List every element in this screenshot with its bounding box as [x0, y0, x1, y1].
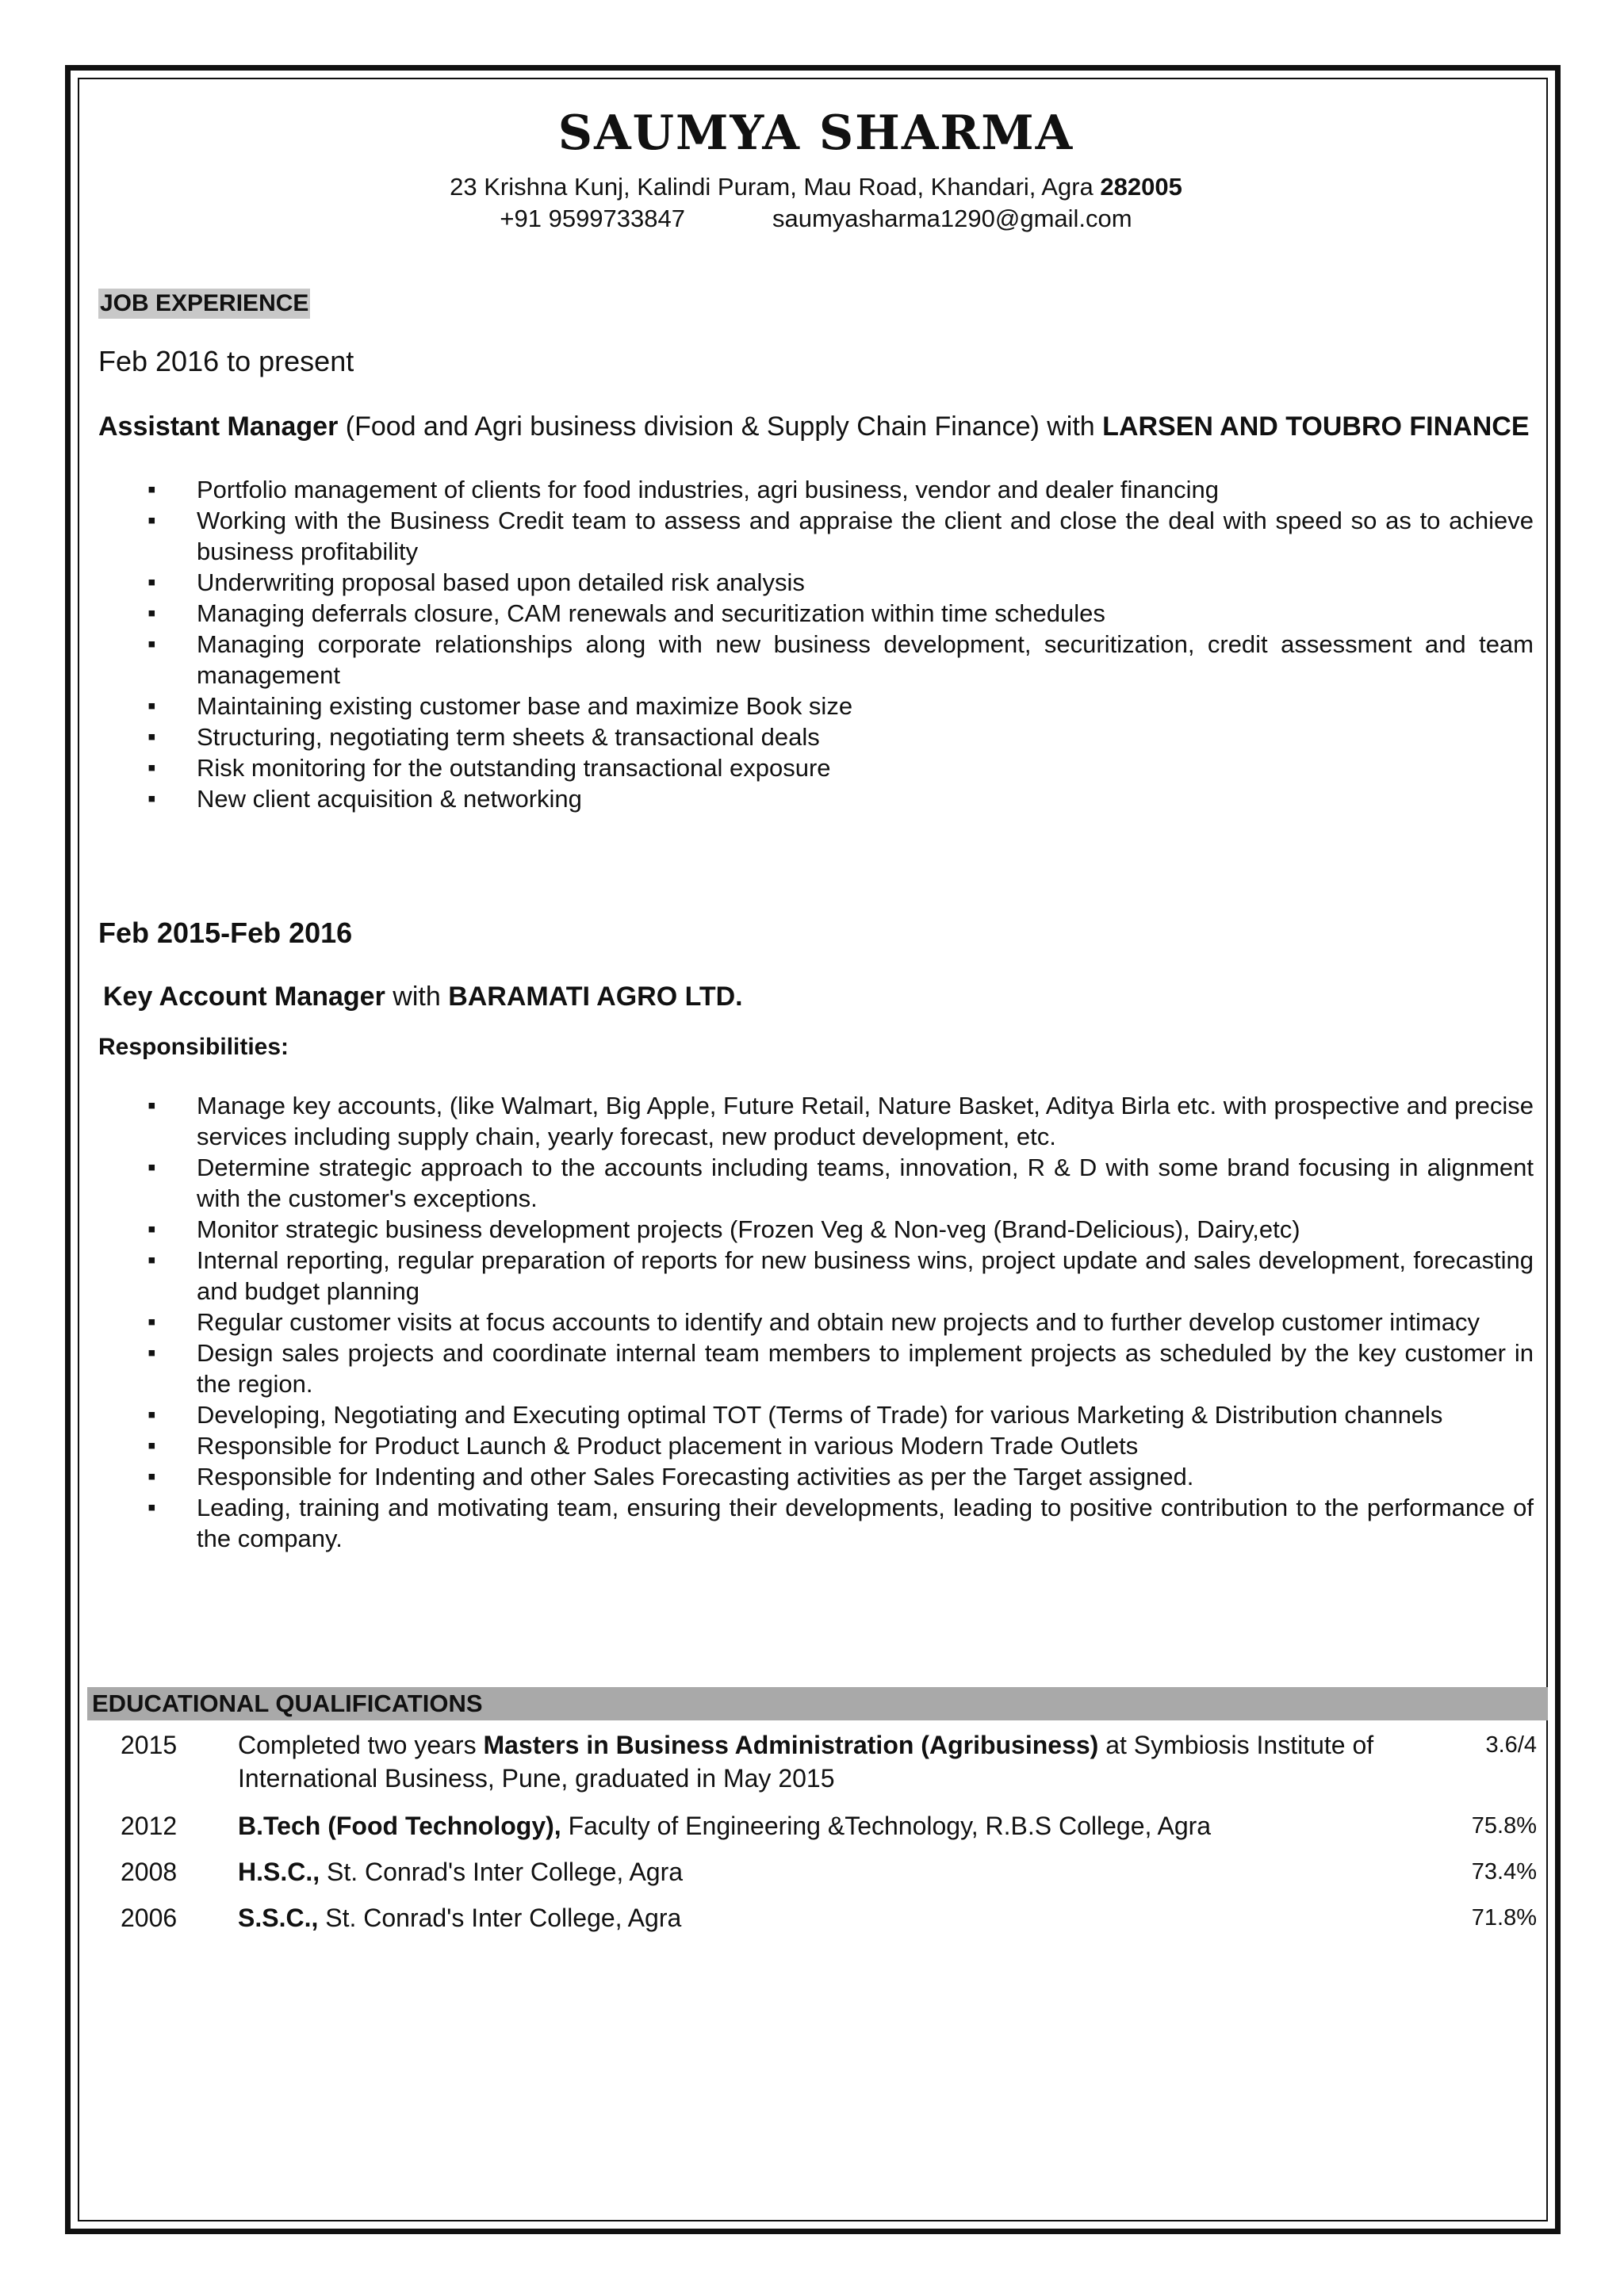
education-post: St. Conrad's Inter College, Agra [320, 1858, 684, 1886]
list-item: ▪ Internal reporting, regular preparation of reports for new business wins, project update and sales development, forecasting and budget planning [98, 1245, 1534, 1307]
list-item: ▪ Monitor strategic business development projects (Frozen Veg & Non-veg (Brand-Delicious), Dairy,etc) [98, 1214, 1534, 1245]
education-row [98, 1901, 1537, 1934]
job2-role [98, 979, 1534, 1014]
education-score: 3.6/4 [1485, 1732, 1537, 1758]
responsibilities-label: Responsibilities: [98, 1034, 289, 1060]
education-post: Faculty of Engineering &Technology, R.B.S College, Agra [561, 1812, 1212, 1840]
list-item: ▪ Working with the Business Credit team to assess and appraise the client and close the deal with speed so as to achieve business profitability [98, 505, 1534, 567]
list-item: ▪ Risk monitoring for the outstanding transactional exposure [98, 752, 1534, 783]
job-experience-heading: JOB EXPERIENCE [98, 289, 310, 319]
education-degree: H.S.C., [238, 1858, 320, 1886]
job1-title: Assistant Manager [98, 411, 339, 442]
job2-with: with [385, 982, 449, 1012]
education-year: 2006 [121, 1904, 178, 1932]
education-degree: B.Tech (Food Technology), [238, 1812, 561, 1840]
education-text [238, 1855, 1415, 1888]
list-item: ▪ Managing deferrals closure, CAM renewals and securitization within time schedules [98, 598, 1534, 629]
education-degree: Masters in Business Administration (Agribusiness) [483, 1731, 1099, 1759]
list-item: ▪ Regular customer visits at focus accounts to identify and obtain new projects and to further develop customer intimacy [98, 1307, 1534, 1337]
job1-company: LARSEN AND TOUBRO FINANCE [1102, 411, 1530, 442]
list-item: ▪ Design sales projects and coordinate internal team members to implement projects as scheduled by the key customer in the region. [98, 1337, 1534, 1399]
list-item: ▪ New client acquisition & networking [98, 783, 1534, 814]
education-year: 2008 [121, 1858, 178, 1886]
address-line [98, 171, 1534, 203]
pincode: 282005 [1100, 173, 1182, 201]
education-year: 2012 [121, 1812, 178, 1840]
job2-title: Key Account Manager [103, 982, 385, 1012]
education-year: 2015 [121, 1731, 178, 1759]
phone: +91 9599733847 [500, 205, 685, 232]
education-text [238, 1809, 1415, 1843]
list-item: ▪ Developing, Negotiating and Executing optimal TOT (Terms of Trade) for various Marketing & Distribution channels [98, 1399, 1534, 1430]
job2-bullets [98, 1090, 1534, 1554]
list-item: ▪ Responsible for Product Launch & Product placement in various Modern Trade Outlets [98, 1430, 1534, 1461]
job2-company: BARAMATI AGRO LTD. [448, 982, 743, 1012]
education-row [98, 1809, 1537, 1843]
list-item: ▪ Manage key accounts, (like Walmart, Big Apple, Future Retail, Nature Basket, Aditya Birla etc. with prospective and precise services including supply chain, yearly forecast, new product development, etc. [98, 1090, 1534, 1152]
list-item: ▪ Leading, training and motivating team, ensuring their developments, leading to positive contribution to the performance of the company. [98, 1492, 1534, 1554]
job1-role [98, 409, 1534, 444]
education-row [98, 1855, 1537, 1888]
resume-page [92, 95, 1537, 1934]
list-item: ▪ Structuring, negotiating term sheets & transactional deals [98, 721, 1534, 752]
education-score: 73.4% [1471, 1859, 1537, 1885]
email: saumyasharma1290@gmail.com [772, 205, 1132, 232]
education-score: 75.8% [1471, 1813, 1537, 1839]
education-text [238, 1728, 1415, 1795]
job1-bullets [98, 474, 1534, 814]
candidate-name: SAUMYA SHARMA [557, 105, 1074, 161]
education-text [238, 1901, 1415, 1934]
education-heading: EDUCATIONAL QUALIFICATIONS [87, 1687, 1548, 1720]
list-item: ▪ Responsible for Indenting and other Sales Forecasting activities as per the Target assigned. [98, 1461, 1534, 1492]
address: 23 Krishna Kunj, Kalindi Puram, Mau Road, Khandari, Agra [450, 173, 1094, 201]
education-post: at Symbiosis Institute of International Business, Pune, graduated in May 2015 [238, 1731, 1374, 1793]
education-degree: S.S.C., [238, 1904, 319, 1932]
job1-period: Feb 2016 to present [98, 345, 354, 377]
contact-line [98, 203, 1534, 235]
education-score: 71.8% [1471, 1905, 1537, 1931]
job1-division: (Food and Agri business division & Supply Chain Finance) with [338, 411, 1103, 442]
list-item: ▪ Underwriting proposal based upon detailed risk analysis [98, 567, 1534, 598]
education-pre: Completed two years [238, 1731, 484, 1759]
education-post: St. Conrad's Inter College, Agra [318, 1904, 682, 1932]
list-item: ▪ Managing corporate relationships along with new business development, securitization, credit assessment and team management [98, 629, 1534, 691]
list-item: ▪ Portfolio management of clients for food industries, agri business, vendor and dealer financing [98, 474, 1534, 505]
list-item: ▪ Maintaining existing customer base and maximize Book size [98, 691, 1534, 721]
job2-period: Feb 2015-Feb 2016 [98, 916, 353, 949]
education-row [98, 1728, 1537, 1795]
list-item: ▪ Determine strategic approach to the accounts including teams, innovation, R & D with some brand focusing in alignment with the customer's exceptions. [98, 1152, 1534, 1214]
